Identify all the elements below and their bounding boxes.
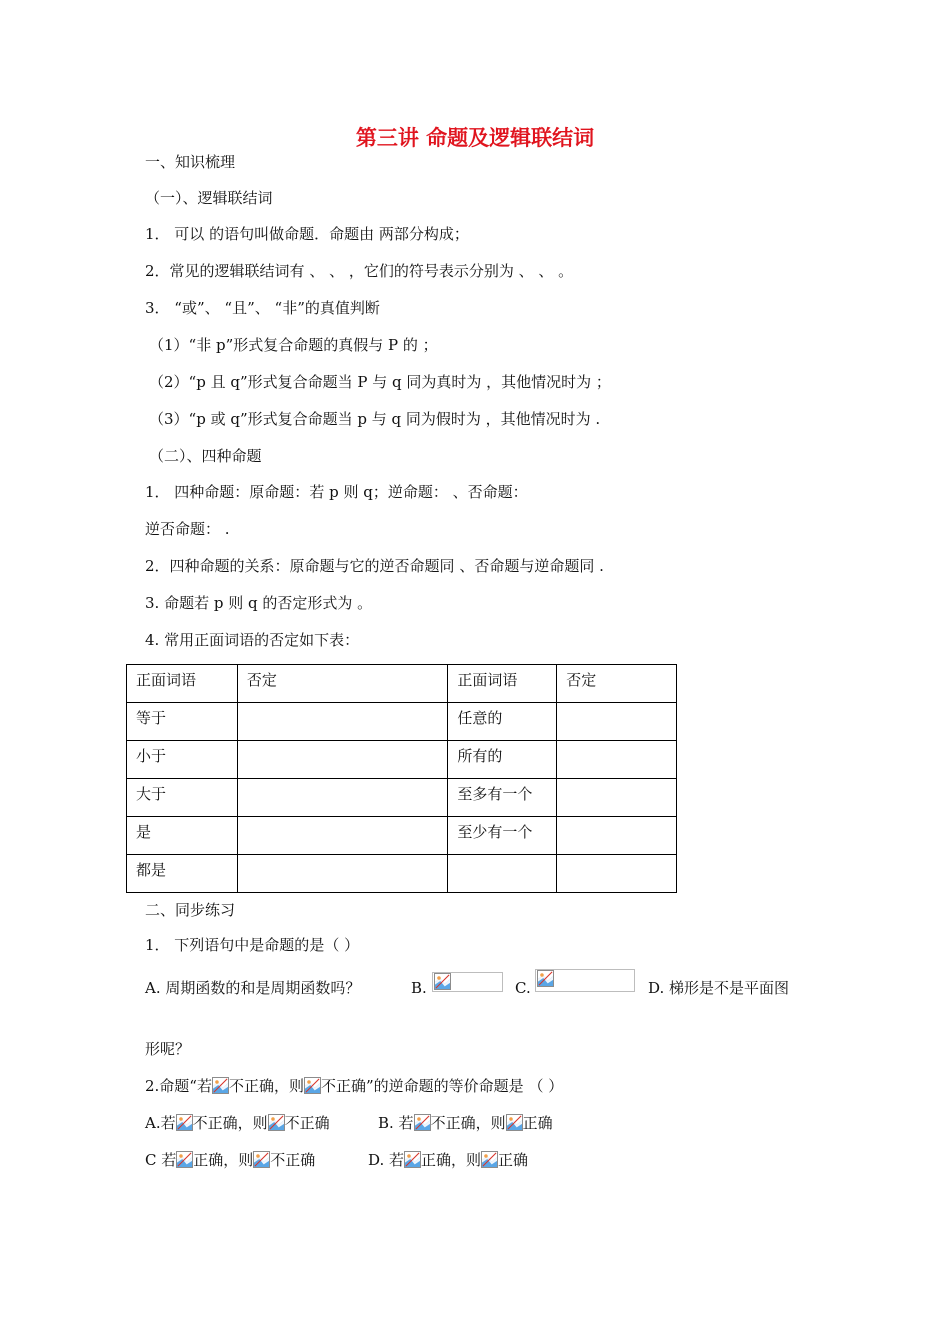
broken-image-icon (268, 1114, 285, 1131)
table-cell: 至多有一个 (448, 779, 557, 817)
item-2-common-connectives: 2．常见的逻辑联结词有 、 、 ，它们的符号表示分别为 、 、 。 (145, 262, 574, 280)
option-text: 不正确 (270, 1151, 316, 1169)
question-2-option-b (378, 1113, 553, 1133)
question-2-stem (145, 1076, 563, 1096)
option-text: 正确 (522, 1114, 553, 1132)
item-4-contrapositive: 逆否命题： . (145, 520, 230, 538)
broken-image-icon (253, 1151, 270, 1168)
broken-image-icon (414, 1114, 431, 1131)
table-cell (237, 855, 448, 893)
option-text: D. 若 (368, 1151, 405, 1169)
table-row (127, 855, 677, 893)
table-header-cell: 正面词语 (448, 665, 557, 703)
broken-image-icon (537, 970, 554, 987)
option-text: B. 若 (378, 1114, 414, 1132)
question-2-option-c (145, 1150, 315, 1170)
table-row (127, 703, 677, 741)
broken-image-icon (176, 1114, 193, 1131)
subsection-logical-connectives: （一）、逻辑联结词 (145, 189, 273, 207)
table-cell (557, 741, 677, 779)
item-1-proposition-definition: 1． 可以 的语句叫做命题．命题由 两部分构成； (145, 225, 469, 243)
item-6-negation-form: 3. 命题若 p 则 q 的否定形式为 。 (145, 594, 373, 612)
question-2-text: 不正确”的逆命题的等价命题是 （ ） (321, 1077, 564, 1095)
question-2-option-d (368, 1150, 528, 1170)
option-text: A.若 (145, 1114, 176, 1132)
item-4-four-propositions: 1． 四种命题：原命题：若 p 则 q；逆命题： 、否命题： (145, 483, 528, 501)
option-text: C 若 (145, 1151, 177, 1169)
section-heading-knowledge: 一、知识梳理 (145, 153, 236, 171)
page-title: 第三讲 命题及逻辑联结词 (355, 126, 595, 150)
table-cell: 任意的 (448, 703, 557, 741)
question-1-option-c-image (535, 969, 635, 992)
table-cell: 等于 (127, 703, 238, 741)
table-cell (557, 855, 677, 893)
table-header-row (127, 665, 677, 703)
table-cell (557, 817, 677, 855)
table-cell: 小于 (127, 741, 238, 779)
question-1-option-b-label: B. (411, 979, 427, 997)
question-2-text: 2.命题“若 (145, 1077, 212, 1095)
table-row (127, 779, 677, 817)
broken-image-icon (212, 1077, 229, 1094)
table-cell (237, 703, 448, 741)
question-1-option-b-image (432, 972, 503, 992)
question-2-option-a (145, 1113, 330, 1133)
table-header-cell: 否定 (237, 665, 448, 703)
broken-image-icon (176, 1151, 193, 1168)
option-text: 不正确，则 (192, 1114, 268, 1132)
section-heading-practice: 二、同步练习 (145, 901, 236, 919)
table-cell: 大于 (127, 779, 238, 817)
item-7-table-intro: 4. 常用正面词语的否定如下表： (145, 631, 360, 649)
broken-image-icon (506, 1114, 523, 1131)
broken-image-icon (304, 1077, 321, 1094)
table-cell (237, 779, 448, 817)
option-text: 不正确，则 (430, 1114, 506, 1132)
item-5-relationship: 2．四种命题的关系：原命题与它的逆否命题同 、否命题与逆命题同 . (145, 557, 604, 575)
table-row (127, 817, 677, 855)
table-row (127, 741, 677, 779)
option-text: 不正确 (284, 1114, 330, 1132)
broken-image-icon (404, 1151, 421, 1168)
question-1-stem: 1． 下列语句中是命题的是（ ） (145, 936, 360, 954)
table-cell (448, 855, 557, 893)
item-3-1-not-p: （1）“非 p”形式复合命题的真假与 P 的 ； (149, 336, 438, 354)
broken-image-icon (434, 973, 451, 990)
option-text: 正确，则 (193, 1151, 254, 1169)
table-cell (237, 817, 448, 855)
question-1-option-d-continued: 形呢？ (145, 1040, 191, 1058)
table-cell (557, 779, 677, 817)
subsection-four-propositions: （二）、四种命题 (149, 447, 262, 465)
question-1-option-c-label: C. (515, 979, 531, 997)
item-3-truth-judgement: 3． “或”、 “且”、 “非”的真值判断 (145, 299, 380, 317)
table-header-cell: 否定 (557, 665, 677, 703)
question-1-option-a: A. 周期函数的和是周期函数吗？ (145, 979, 361, 997)
table-cell (557, 703, 677, 741)
table-cell: 所有的 (448, 741, 557, 779)
item-3-3-p-or-q: （3）“p 或 q”形式复合命题当 p 与 q 同为假时为 ，其他情况时为 . (149, 410, 601, 428)
table-cell: 至少有一个 (448, 817, 557, 855)
table-cell: 是 (127, 817, 238, 855)
option-text: 正确，则 (421, 1151, 482, 1169)
question-1-option-d: D. 梯形是不是平面图 (648, 979, 790, 997)
question-2-text: 不正确，则 (228, 1077, 304, 1095)
broken-image-icon (481, 1151, 498, 1168)
table-cell (237, 741, 448, 779)
negation-table (126, 664, 677, 893)
table-header-cell: 正面词语 (127, 665, 238, 703)
option-text: 正确 (498, 1151, 529, 1169)
table-cell: 都是 (127, 855, 238, 893)
item-3-2-p-and-q: （2）“p 且 q”形式复合命题当 P 与 q 同为真时为 ，其他情况时为 ； (149, 373, 611, 391)
